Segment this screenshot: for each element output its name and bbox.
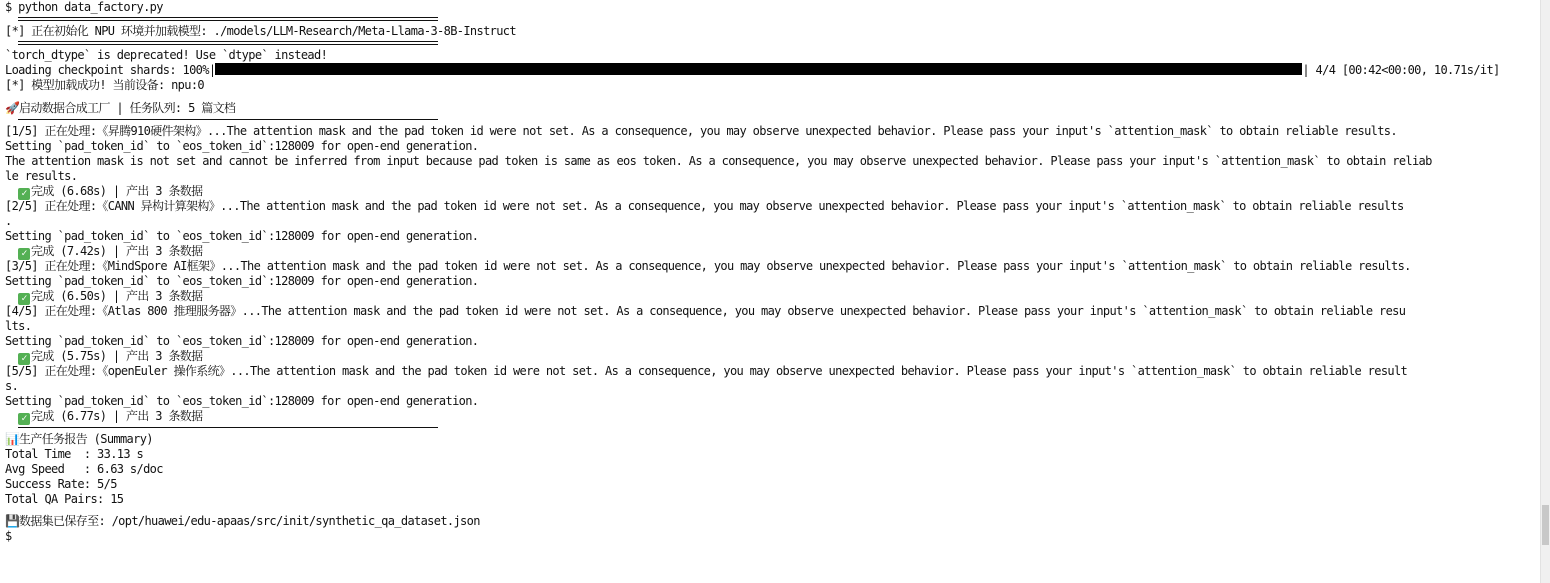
factory-start-line bbox=[5, 101, 1541, 116]
task-line: . bbox=[5, 214, 12, 228]
task-line: [4/5] 正在处理:《Atlas 800 推理服务器》...The attention mask and the pad token id were not set. As a consequence, you may observe unexpected behavior. Please pass your input's `attention_mask` to obtain reliable resu bbox=[5, 304, 1406, 318]
final-prompt[interactable]: $ bbox=[5, 529, 12, 543]
task-done-text: 完成 (7.42s) | 产出 3 条数据 bbox=[31, 244, 203, 258]
task-line: [1/5] 正在处理:《昇腾910硬件架构》...The attention mask and the pad token id were not set. As a consequence, you may observe unexpected behavior. Please pass your input's `attention_mask` to obtain reliable results. bbox=[5, 124, 1397, 138]
stat-line: Total Time : 33.13 s bbox=[5, 447, 144, 461]
stat-line: Avg Speed : 6.63 s/doc bbox=[5, 462, 163, 476]
task-done-line bbox=[5, 289, 1541, 304]
task-line: The attention mask is not set and cannot be inferred from input because pad token is same as eos token. As a consequence, you may observe unexpected behavior. Please pass your input's `attention_mask` to obtain reliab bbox=[5, 154, 1432, 168]
model-loaded-message: [*] 模型加载成功! 当前设备: npu:0 bbox=[5, 78, 204, 92]
loading-suffix: | 4/4 [00:42<00:00, 10.71s/it] bbox=[1302, 63, 1500, 77]
task-line: [2/5] 正在处理:《CANN 异构计算架构》...The attention mask and the pad token id were not set. As a consequence, you may observe unexpected behavior. Please pass your input's `attention_mask` to obtain reliable results bbox=[5, 199, 1404, 213]
loading-progress-bar bbox=[215, 63, 1302, 75]
terminal-output bbox=[5, 0, 1541, 583]
separator bbox=[18, 427, 438, 428]
task-line: Setting `pad_token_id` to `eos_token_id`:128009 for open-end generation. bbox=[5, 139, 479, 153]
task-line: Setting `pad_token_id` to `eos_token_id`:128009 for open-end generation. bbox=[5, 229, 479, 243]
task-line: Setting `pad_token_id` to `eos_token_id`:128009 for open-end generation. bbox=[5, 274, 479, 288]
check-icon: ✓ bbox=[18, 413, 30, 425]
factory-start-text: 启动数据合成工厂 | 任务队列: 5 篇文档 bbox=[19, 101, 236, 115]
task-line: Setting `pad_token_id` to `eos_token_id`:128009 for open-end generation. bbox=[5, 334, 479, 348]
task-line: lts. bbox=[5, 319, 32, 333]
task-done-text: 完成 (6.68s) | 产出 3 条数据 bbox=[31, 184, 203, 198]
task-done-line bbox=[5, 184, 1541, 199]
double-separator bbox=[18, 17, 438, 21]
bar-chart-icon: 📊 bbox=[5, 432, 20, 446]
loading-prefix: Loading checkpoint shards: 100%| bbox=[5, 63, 216, 77]
double-separator bbox=[18, 41, 438, 45]
stat-line: Total QA Pairs: 15 bbox=[5, 492, 124, 506]
task-line: s. bbox=[5, 379, 19, 393]
task-done-line bbox=[5, 349, 1541, 364]
stat-line: Success Rate: 5/5 bbox=[5, 477, 117, 491]
rocket-icon: 🚀 bbox=[5, 101, 20, 115]
floppy-disk-icon: 💾 bbox=[5, 514, 20, 528]
check-icon: ✓ bbox=[18, 188, 30, 200]
task-done-text: 完成 (6.50s) | 产出 3 条数据 bbox=[31, 289, 203, 303]
task-line: le results. bbox=[5, 169, 78, 183]
task-done-line bbox=[5, 409, 1541, 424]
task-line: Setting `pad_token_id` to `eos_token_id`:128009 for open-end generation. bbox=[5, 394, 479, 408]
task-line: [5/5] 正在处理:《openEuler 操作系统》...The attention mask and the pad token id were not set. As a consequence, you may observe unexpected behavior. Please pass your input's `attention_mask` to obtain reliable result bbox=[5, 364, 1408, 378]
init-message: [*] 正在初始化 NPU 环境并加载模型: ./models/LLM-Research/Meta-Llama-3-8B-Instruct bbox=[5, 24, 516, 38]
saved-line bbox=[5, 514, 1541, 529]
task-line: [3/5] 正在处理:《MindSpore AI框架》...The attention mask and the pad token id were not set. As a consequence, you may observe unexpected behavior. Please pass your input's `attention_mask` to obtain reliable results. bbox=[5, 259, 1411, 273]
task-done-text: 完成 (6.77s) | 产出 3 条数据 bbox=[31, 409, 203, 423]
saved-text: 数据集已保存至: /opt/huawei/edu-apaas/src/init/synthetic_qa_dataset.json bbox=[19, 514, 480, 528]
scrollbar-thumb[interactable] bbox=[1542, 505, 1549, 545]
loading-line bbox=[5, 63, 1541, 78]
task-done-text: 完成 (5.75s) | 产出 3 条数据 bbox=[31, 349, 203, 363]
check-icon: ✓ bbox=[18, 293, 30, 305]
command-line: $ python data_factory.py bbox=[5, 0, 163, 14]
task-done-line bbox=[5, 244, 1541, 259]
check-icon: ✓ bbox=[18, 248, 30, 260]
report-title: 生产任务报告 (Summary) bbox=[19, 432, 153, 446]
report-title-line bbox=[5, 432, 1541, 447]
deprecation-warning: `torch_dtype` is deprecated! Use `dtype` instead! bbox=[5, 48, 328, 62]
separator bbox=[18, 119, 438, 120]
check-icon: ✓ bbox=[18, 353, 30, 365]
vertical-scrollbar[interactable] bbox=[1540, 0, 1550, 583]
